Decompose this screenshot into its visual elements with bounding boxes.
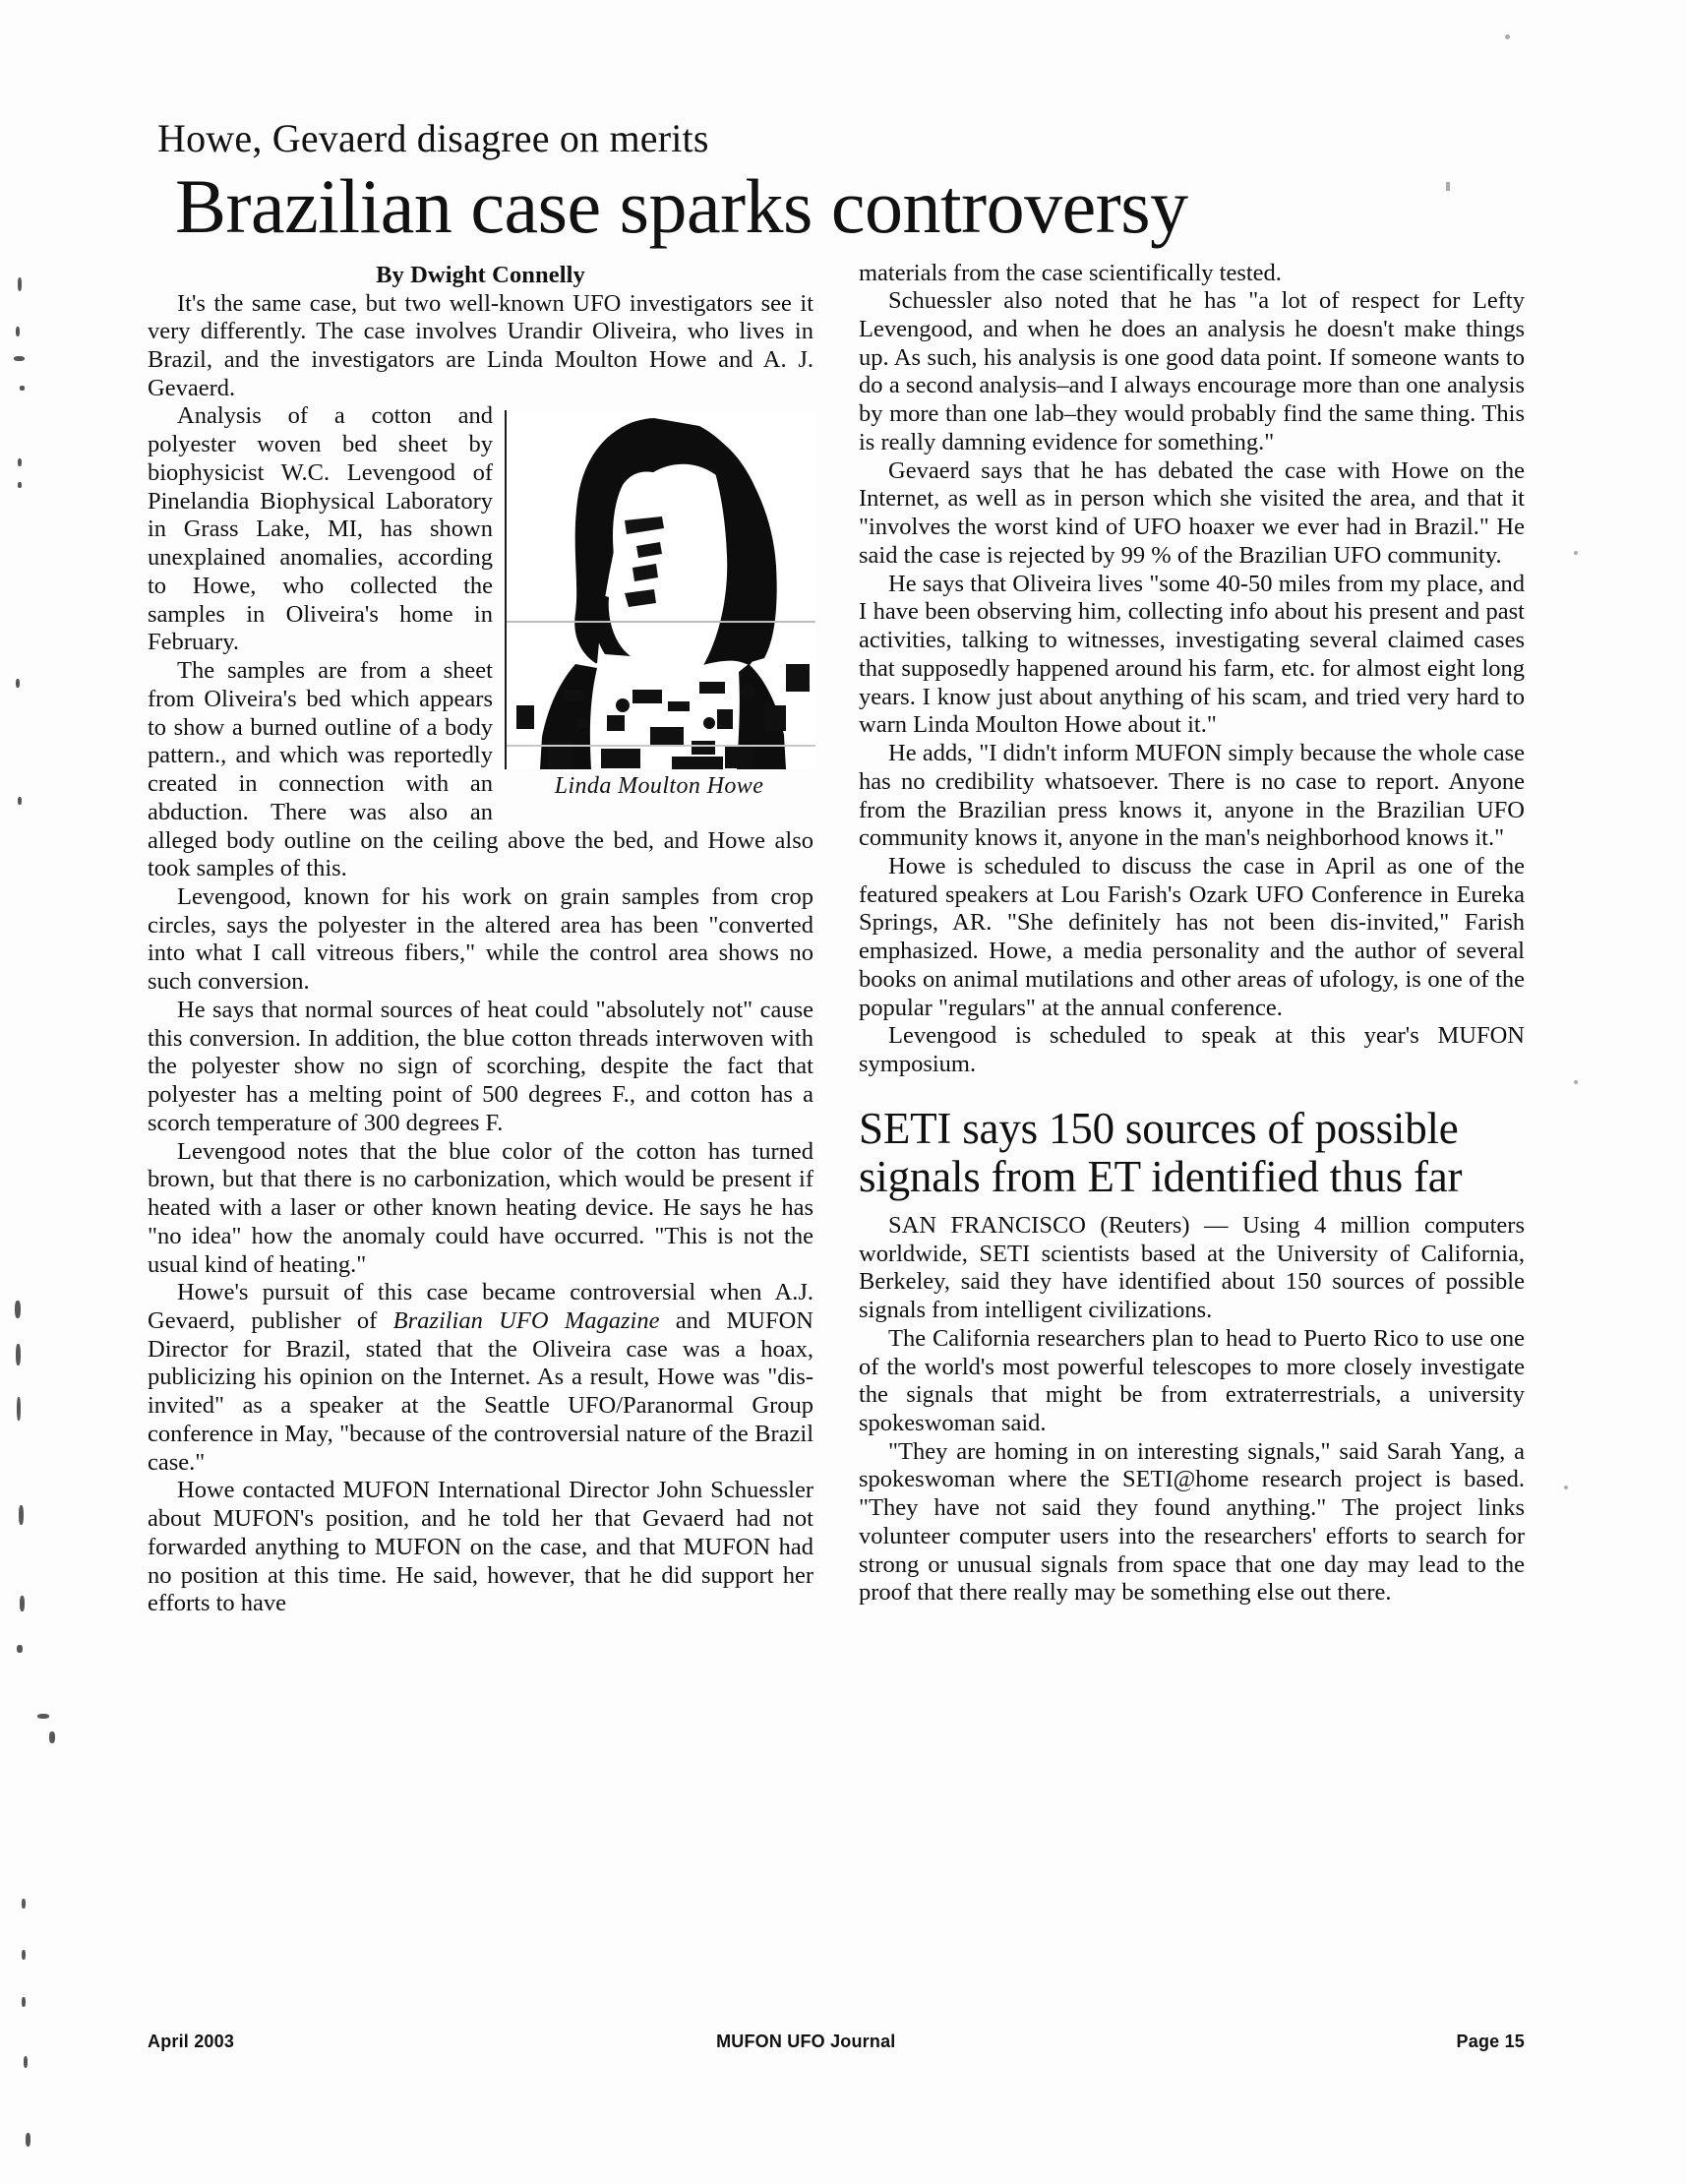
scan-speck <box>14 356 25 361</box>
portrait-photo <box>505 410 815 769</box>
paragraph: materials from the case scientifically tested. <box>859 259 1282 286</box>
scan-grime <box>1505 34 1510 39</box>
two-column-layout <box>148 260 1525 1619</box>
scan-speck <box>16 327 20 336</box>
paragraph: "They are homing in on interesting signals," said Sarah Yang, a spokeswoman where the SETI@home research project is based. "They have not said they found anything." The project links volunteer computer users into the researchers' efforts to search for strong or unusual signals from space that one day may lead to the proof that there really may be something else out there. <box>859 1437 1525 1607</box>
scan-speck <box>20 1596 25 1611</box>
footer-page-number: Page 15 <box>1456 2032 1525 2051</box>
photo-figure <box>505 410 813 800</box>
right-column <box>859 260 1525 1608</box>
scan-speck <box>17 1645 23 1653</box>
paragraph: Howe is scheduled to discuss the case in April as one of the featured speakers at Lou Farish's Ozark UFO Conference in Eureka Springs, AR. "She definitely has not been dis-invited," Farish emphasized. Howe, a media personality and the author of several books on animal mutilations and other areas of ufology, is one of the popular "regulars" at the annual conference. <box>859 852 1525 1021</box>
paragraph: Schuessler also noted that he has "a lot of respect for Lefty Levengood, and when he does an analysis he doesn't make things up. As such, his analysis is one good data point. If someone wants to do a second analysis–and I always encourage more than one analysis by more than one lab–they would probably find the same thing. This is really damning evidence for something." <box>859 287 1525 455</box>
scan-grime <box>1564 1486 1568 1489</box>
article-content <box>148 118 1525 1618</box>
paragraph: The California researchers plan to head to Puerto Rico to use one of the world's most powerful telescopes to more closely investigate the signals that might be from extraterrestrials, a university spokeswoman said. <box>859 1324 1525 1436</box>
scan-speck <box>16 1344 21 1365</box>
paragraph: He adds, "I didn't inform MUFON simply because the whole case has no credibility whatsoever. There is no case to report. Anyone from the Brazilian press knows it, anyone in the Brazilian UFO community knows it, anyone in the man's neighborhood knows it." <box>859 740 1525 852</box>
byline: By Dwight Connelly <box>376 261 585 288</box>
paragraph: Levengood notes that the blue color of the cotton has turned brown, but that there is no carbonization, which would be present if heated with a laser or other known heating device. He says he has "no idea" how the anomaly could have occurred. "This is not the usual kind of heating." <box>148 1137 813 1278</box>
paragraph: Gevaerd says that he has debated the case with Howe on the Internet, as well as in person which she visited the area, and that it "involves the worst kind of UFO hoaxer we ever had in Brazil." He said the case is rejected by 99 % of the Brazilian UFO community. <box>859 456 1525 569</box>
scan-speck <box>16 679 20 688</box>
footer-publication-name: MUFON UFO Journal <box>716 2032 896 2051</box>
scan-speck <box>18 458 22 466</box>
paragraph: Levengood is scheduled to speak at this year's MUFON symposium. <box>859 1022 1525 1078</box>
scan-speck <box>22 1997 26 2007</box>
paragraph: Analysis of a cotton and polyester woven bed sheet by biophysicist W.C. Levengood of Pinelandia Biophysical Laboratory in Grass Lake, MI, has shown unexplained anomalies, according to Howe, who collected the samples in Oliveira's home in February. <box>148 402 493 656</box>
scan-speck <box>20 386 25 391</box>
halftone-portrait-svg <box>507 410 815 769</box>
scan-speck <box>19 1505 24 1525</box>
scan-grime <box>1574 1080 1578 1084</box>
paragraph: He says that Oliveira lives "some 40-50 miles from my place, and I have been observing him, collecting info about his present and past activities, talking to witnesses, investigating several claimed cases that supposedly happened around his farm, etc. for almost eight long years. I know just about anything of his scam, and tried very hard to warn Linda Moulton Howe about it." <box>859 570 1525 739</box>
scan-speck <box>18 277 22 291</box>
seti-story-headline: SETI says 150 sources of possible signals from ET identified thus far <box>859 1103 1463 1202</box>
scan-speck <box>17 1397 21 1421</box>
scan-speck <box>26 2133 30 2147</box>
scan-speck <box>15 1301 21 1318</box>
page-footer <box>148 2032 1525 2052</box>
paragraph: He says that normal sources of heat could "absolutely not" cause this conversion. In addition, the blue cotton threads interwoven with the polyester show no sign of scorching, despite the fact that polyester has a melting point of 500 degrees F., and cotton has a scorch temperature of 300 degrees F. <box>148 996 813 1136</box>
scan-speck <box>49 1731 55 1743</box>
scan-grime <box>1574 551 1578 555</box>
scan-speck <box>18 797 22 805</box>
paragraph: SAN FRANCISCO (Reuters) — Using 4 million computers worldwide, SETI scientists based at the University of California, Berkeley, said they have identified about 150 sources of possible signals from intelligent civilizations. <box>859 1211 1525 1324</box>
scan-speck <box>22 1899 26 1909</box>
article-kicker: Howe, Gevaerd disagree on merits <box>157 116 709 160</box>
scan-speck <box>22 1950 26 1960</box>
article-headline: Brazilian case sparks controversy <box>175 163 1188 249</box>
scan-speck <box>24 2056 28 2068</box>
photo-caption: Linda Moulton Howe <box>554 773 764 800</box>
paragraph: Howe contacted MUFON International Director John Schuessler about MUFON's position, and he told her that Gevaerd had not forwarded anything to MUFON on the case, and that MUFON had no position at this time. He said, however, that he did support her efforts to have <box>148 1477 813 1617</box>
paragraph: Levengood, known for his work on grain samples from crop circles, says the polyester in the altered area has been "converted into what I call vitreous fibers," while the control area shows no such conversion. <box>148 882 813 996</box>
paragraph: Howe's pursuit of this case became controversial when A.J. Gevaerd, publisher of Brazilian UFO Magazine and MUFON Director for Brazil, stated that the Oliveira case was a hoax, publicizing his opinion on the Internet. As a result, Howe was "dis-invited" as a speaker at the Seattle UFO/Paranormal Group conference in May, "because of the controversial nature of the Brazil case." <box>148 1279 813 1476</box>
paragraph: The samples are from a sheet from Oliveira's bed which appears to show a burned outline of a body pattern., and which was reportedly created in connection with an abduction. There was also an alleged body outline on the ceiling above the bed, and Howe also took samples of this. <box>148 657 813 882</box>
footer-issue-date: April 2003 <box>148 2032 235 2051</box>
scan-speck <box>18 482 22 488</box>
scan-speck <box>37 1714 49 1719</box>
left-column <box>148 260 813 1619</box>
paragraph: It's the same case, but two well-known UFO investigators see it very differently. The case involves Urandir Oliveira, who lives in Brazil, and the investigators are Linda Moulton Howe and A. J. Gevaerd. <box>148 289 813 401</box>
